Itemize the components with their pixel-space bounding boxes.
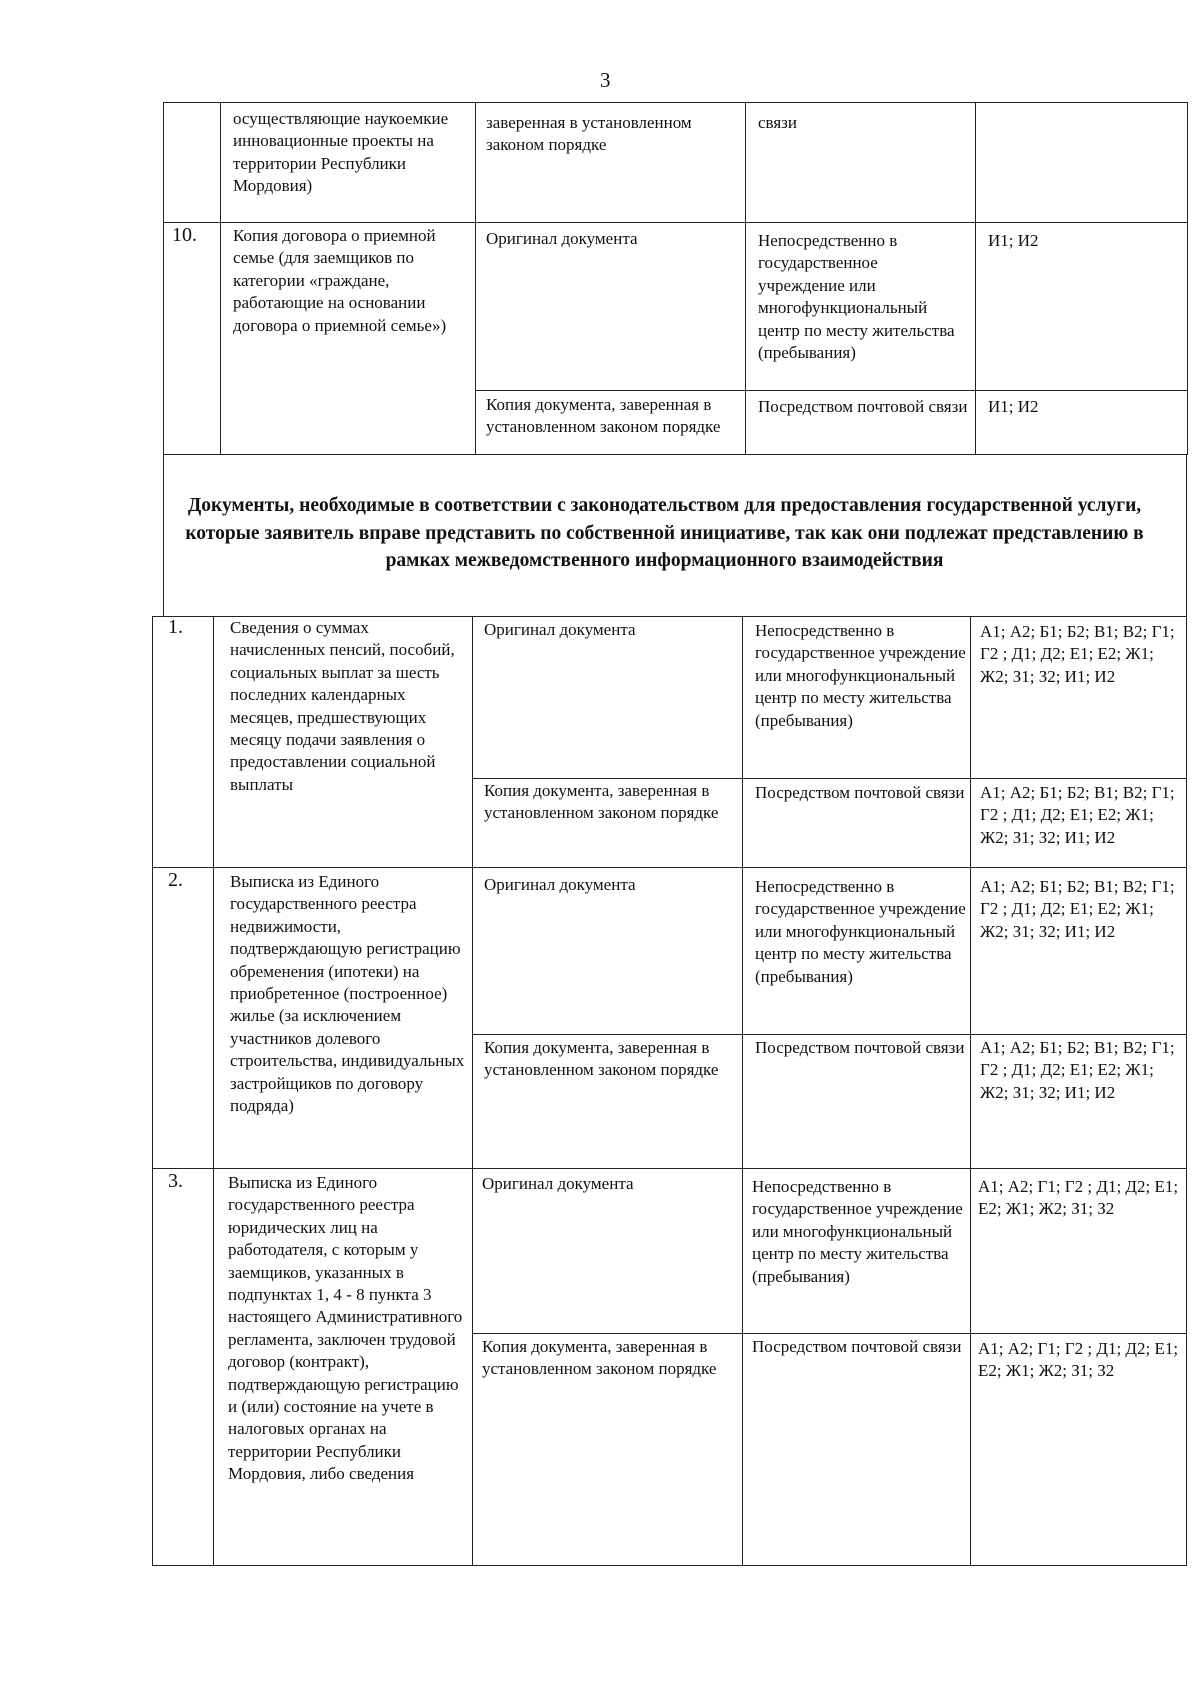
table-border (152, 1168, 1187, 1169)
applicant-categories: А1; А2; Б1; Б2; В1; В2; Г1; Г2 ; Д1; Д2; Е1; Е2; Ж1; Ж2; З1; З2; И1; И2 (980, 783, 1175, 847)
applicant-categories: А1; А2; Б1; Б2; В1; В2; Г1; Г2 ; Д1; Д2; Е1; Е2; Ж1; Ж2; З1; З2; И1; И2 (980, 1038, 1175, 1102)
document-name: Сведения о суммах начисленных пенсий, пособий, социальных выплат за шесть последних календарных месяцев, предшествующих месяцу подачи заявления о предоставлении социальной выплаты (230, 618, 455, 794)
document-form: Оригинал документа (486, 229, 638, 248)
page-number: 3 (600, 68, 611, 92)
submission-method: Посредством почтовой связи (758, 397, 968, 416)
table-border (163, 454, 1188, 455)
submission-method: Непосредственно в государственное учреждение или многофункциональный центр по месту жительства (пребывания) (752, 1177, 963, 1286)
section-heading: Документы, необходимые в соответствии с законодательством для предоставления государственной услуги, которые заявитель вправе представить по собственной инициативе, так как они подлежат представлению в рамках межведомственного информационного взаимодействия (185, 495, 1144, 571)
submission-method: Посредством почтовой связи (755, 1038, 965, 1057)
submission-method: Непосредственно в государственное учреждение или многофункциональный центр по месту жительства (пребывания) (755, 621, 966, 730)
applicant-categories: А1; А2; Г1; Г2 ; Д1; Д2; Е1; Е2; Ж1; Ж2; З1; З2 (978, 1339, 1179, 1381)
applicant-categories: А1; А2; Б1; Б2; В1; В2; Г1; Г2 ; Д1; Д2; Е1; Е2; Ж1; Ж2; З1; З2; И1; И2 (980, 877, 1175, 941)
table-border (475, 102, 476, 454)
document-name: Выписка из Единого государственного реестра недвижимости, подтверждающую регистрацию обременения (ипотеки) на приобретенное (построенное) жилье (за исключением участников долевого строительства, индивидуальных застройщиков по договору подряда) (230, 872, 465, 1116)
table-border (213, 616, 214, 1565)
heading-frame-right (1186, 454, 1187, 616)
applicant-categories: А1; А2; Г1; Г2 ; Д1; Д2; Е1; Е2; Ж1; Ж2; З1; З2 (978, 1177, 1179, 1219)
document-name: Выписка из Единого государственного реестра юридических лиц на работодателя, с которым у заемщиков, указанных в подпунктах 1, 4 - 8 пункта 3 настоящего Административного регламента, заключен трудовой договор (контракт), подтверждающую регистрацию и (или) состояние на учете в налоговых органах на территории Республики Мордовия, либо сведения (228, 1173, 463, 1484)
row-number: 10. (172, 224, 197, 246)
table-border (742, 616, 743, 1565)
table-border (152, 867, 1187, 868)
row-number: 1. (168, 616, 183, 638)
document-form: Оригинал документа (484, 875, 636, 894)
submission-method: связи (758, 113, 797, 132)
document-form: Оригинал документа (482, 1174, 634, 1193)
document-form: заверенная в установленном законом порядке (486, 113, 692, 155)
document-form: Копия документа, заверенная в установленном законом порядке (484, 781, 719, 823)
document-form: Копия документа, заверенная в установленном законом порядке (482, 1337, 717, 1379)
document-form: Копия документа, заверенная в установленном законом порядке (484, 1038, 719, 1080)
document-name: осуществляющие наукоемкие инновационные проекты на территории Республики Мордовия) (233, 109, 449, 196)
row-number: 2. (168, 869, 183, 891)
table-border (163, 102, 164, 454)
table-border (163, 222, 1188, 223)
submission-method: Непосредственно в государственное учреждение или многофункциональный центр по месту жительства (пребывания) (758, 231, 955, 363)
table-border (472, 616, 473, 1565)
applicant-categories: И1; И2 (988, 397, 1039, 416)
document-form: Копия документа, заверенная в установленном законом порядке (486, 395, 721, 437)
table-border (152, 616, 153, 1566)
table-border (970, 616, 971, 1565)
table-border (475, 390, 1187, 391)
table-border (472, 1333, 1186, 1334)
table-border (152, 1565, 1187, 1566)
applicant-categories: А1; А2; Б1; Б2; В1; В2; Г1; Г2 ; Д1; Д2; Е1; Е2; Ж1; Ж2; З1; З2; И1; И2 (980, 622, 1175, 686)
table-border (472, 778, 1186, 779)
document-form: Оригинал документа (484, 620, 636, 639)
submission-method: Непосредственно в государственное учреждение или многофункциональный центр по месту жительства (пребывания) (755, 877, 966, 986)
heading-frame-left (163, 454, 164, 616)
submission-method: Посредством почтовой связи (752, 1337, 962, 1356)
row-number: 3. (168, 1170, 183, 1192)
table-border (220, 102, 221, 454)
table-border (472, 1034, 1186, 1035)
document-name: Копия договора о приемной семье (для заемщиков по категории «граждане, работающие на основании договора о приемной семье») (233, 226, 447, 335)
submission-method: Посредством почтовой связи (755, 783, 965, 802)
table-border (975, 102, 976, 454)
table-border (745, 102, 746, 454)
applicant-categories: И1; И2 (988, 231, 1039, 250)
